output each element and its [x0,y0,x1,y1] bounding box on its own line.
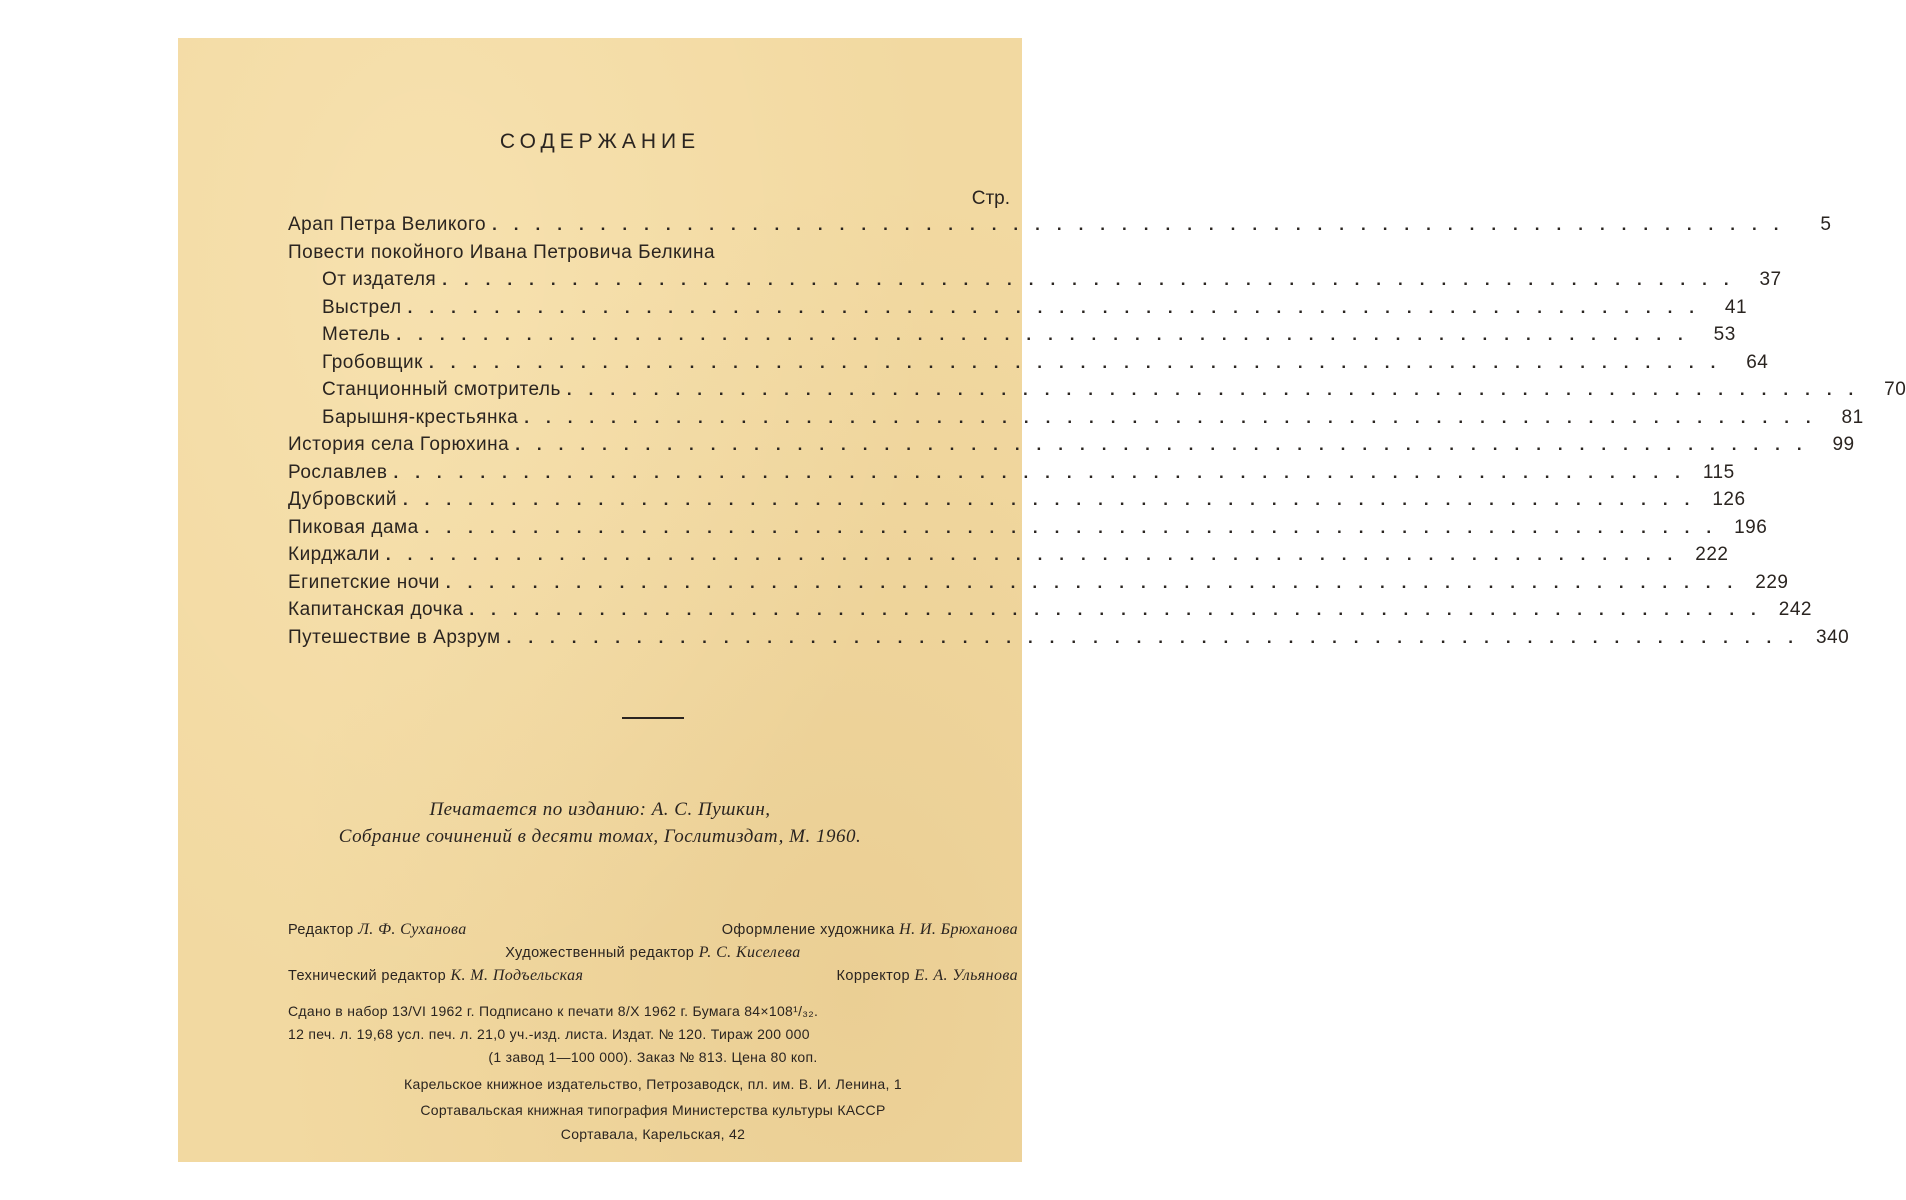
toc-entry-title: Гробовщик [322,351,423,373]
toc-entry-page: 229 [1755,571,1789,593]
credits-line-3 [288,967,1018,985]
toc-entry-page: 37 [1759,269,1782,290]
toc-entry [288,571,1789,600]
toc-leader-dots: ............................................................ [442,270,1746,289]
imprint-line-1: Сдано в набор 13/VI 1962 г. Подписано к печати 8/X 1962 г. Бумага 84×108¹/₃₂. [288,1003,819,1019]
source-line-2: Собрание сочинений в десяти томах, Гослитиздат, М. 1960. [338,826,862,847]
toc-leader-dots: ............................................................ [492,215,1796,234]
toc-entry-page: 242 [1778,599,1812,620]
toc-entry [288,516,1768,545]
toc-entry [288,214,1832,242]
toc-leader-dots: ............................................................ [393,462,1697,482]
toc-entry-title: Барышня-крестьянка [322,406,519,428]
imprint-line-4: Карельское книжное издательство, Петрозаводск, пл. им. В. И. Ленина, 1 [404,1076,902,1092]
toc-leader-dots: ............................................................ [515,435,1819,454]
art-editor-label: Художественный редактор [505,945,695,961]
toc-entry-page: 340 [1815,626,1850,648]
toc-leader-dots: ............................................................ [566,380,1871,399]
toc-leader-dots: ............................................................ [469,600,1773,619]
editor-label: Редактор [288,922,354,938]
toc-leader-dots: ............................................................ [385,545,1690,564]
toc-entry [288,461,1735,490]
toc-entry-title: Метель [322,324,391,345]
toc-entry [288,351,1769,380]
toc-entry-title: Путешествие в Арзрум [288,626,501,648]
toc-leader-dots: ............................................................ [407,297,1712,317]
tech-editor-name: К. М. Подъельская [450,967,584,984]
toc-entry-page: 115 [1702,461,1735,483]
credits-line-1 [288,921,1018,939]
toc-entry [288,626,1850,655]
editor-name: Л. Ф. Суханова [358,921,467,938]
toc-entry-title: Станционный смотритель [322,379,561,400]
toc-entry-page: 53 [1713,324,1736,345]
toc-entry-title: История села Горюхина [288,434,510,455]
tech-editor-label: Технический редактор [288,968,447,984]
imprint-line-5: Сортавальская книжная типография Министерства культуры КАССР [420,1102,886,1118]
toc-entry-title: Арап Петра Великого [288,214,487,235]
toc-entry-title: Рославлев [288,461,388,483]
imprint-line-2: 12 печ. л. 19,68 усл. печ. л. 21,0 уч.-изд. листа. Издат. № 120. Тираж 200 000 [288,1026,810,1042]
toc-entry [288,379,1906,407]
imprint-line-6: Сортавала, Карельская, 42 [560,1126,746,1142]
toc-entry [288,269,1782,297]
toc-entry-page: 196 [1734,516,1768,538]
toc-entry-title: Египетские ночи [288,571,440,593]
toc-entry-page: 81 [1841,406,1864,428]
book-page [178,38,1906,1162]
toc-entry-page: 99 [1832,434,1855,455]
toc-leader-dots: ............................................................ [506,627,1810,647]
toc-entry [288,434,1855,462]
toc-entry-title: Дубровский [288,489,397,510]
toc-leader-dots: ............................................................ [424,517,1729,537]
toc-entry [288,489,1746,517]
proofreader-label: Корректор [836,968,910,984]
toc-entry-page: 41 [1724,296,1748,318]
toc-entry [288,324,1736,352]
design-name: Н. И. Брюханова [899,921,1018,938]
toc-entry [288,599,1812,627]
toc-entry-page: 64 [1746,351,1769,373]
toc-entry-page: 222 [1695,544,1729,565]
toc-leader-dots: ............................................................ [524,407,1828,427]
art-editor-name: Р. С. Киселева [698,944,801,961]
toc-entry [288,544,1729,572]
toc-leader-dots: ............................................................ [402,490,1707,509]
toc-leader-dots: ............................................................ [396,325,1700,344]
toc-entry [288,242,1013,270]
toc-entry-title: Кирджали [288,544,380,565]
toc-entry-title: Выстрел [322,296,402,318]
toc-entry [288,296,1748,325]
page-column-label: Стр. [971,188,1010,209]
proofreader-name: Е. А. Ульянова [914,967,1018,984]
divider-rule [622,717,684,719]
toc-entry-page: 70 [1884,379,1906,400]
source-line-1: Печатается по изданию: А. С. Пушкин, [429,799,771,820]
toc-entry-page: 126 [1712,489,1746,510]
toc-entry-title: Пиковая дама [288,516,419,538]
toc-leader-dots: ............................................................ [428,352,1733,372]
credits-line-2 [288,944,1018,962]
imprint-line-3: (1 завод 1—100 000). Заказ № 813. Цена 80 коп. [488,1049,818,1065]
toc-entry-title: Капитанская дочка [288,599,464,620]
design-label: Оформление художника [721,922,895,938]
toc-entry-title: Повести покойного Ивана Петровича Белкина [288,241,716,263]
toc-entry-page: 5 [1820,214,1832,235]
toc-leader-dots: ............................................................ [445,572,1750,592]
table-of-contents [288,214,1906,654]
toc-entry [288,406,1864,435]
contents-title: СОДЕРЖАНИЕ [499,130,701,153]
toc-entry-title: От издателя [322,269,437,290]
source-note [178,796,1022,850]
